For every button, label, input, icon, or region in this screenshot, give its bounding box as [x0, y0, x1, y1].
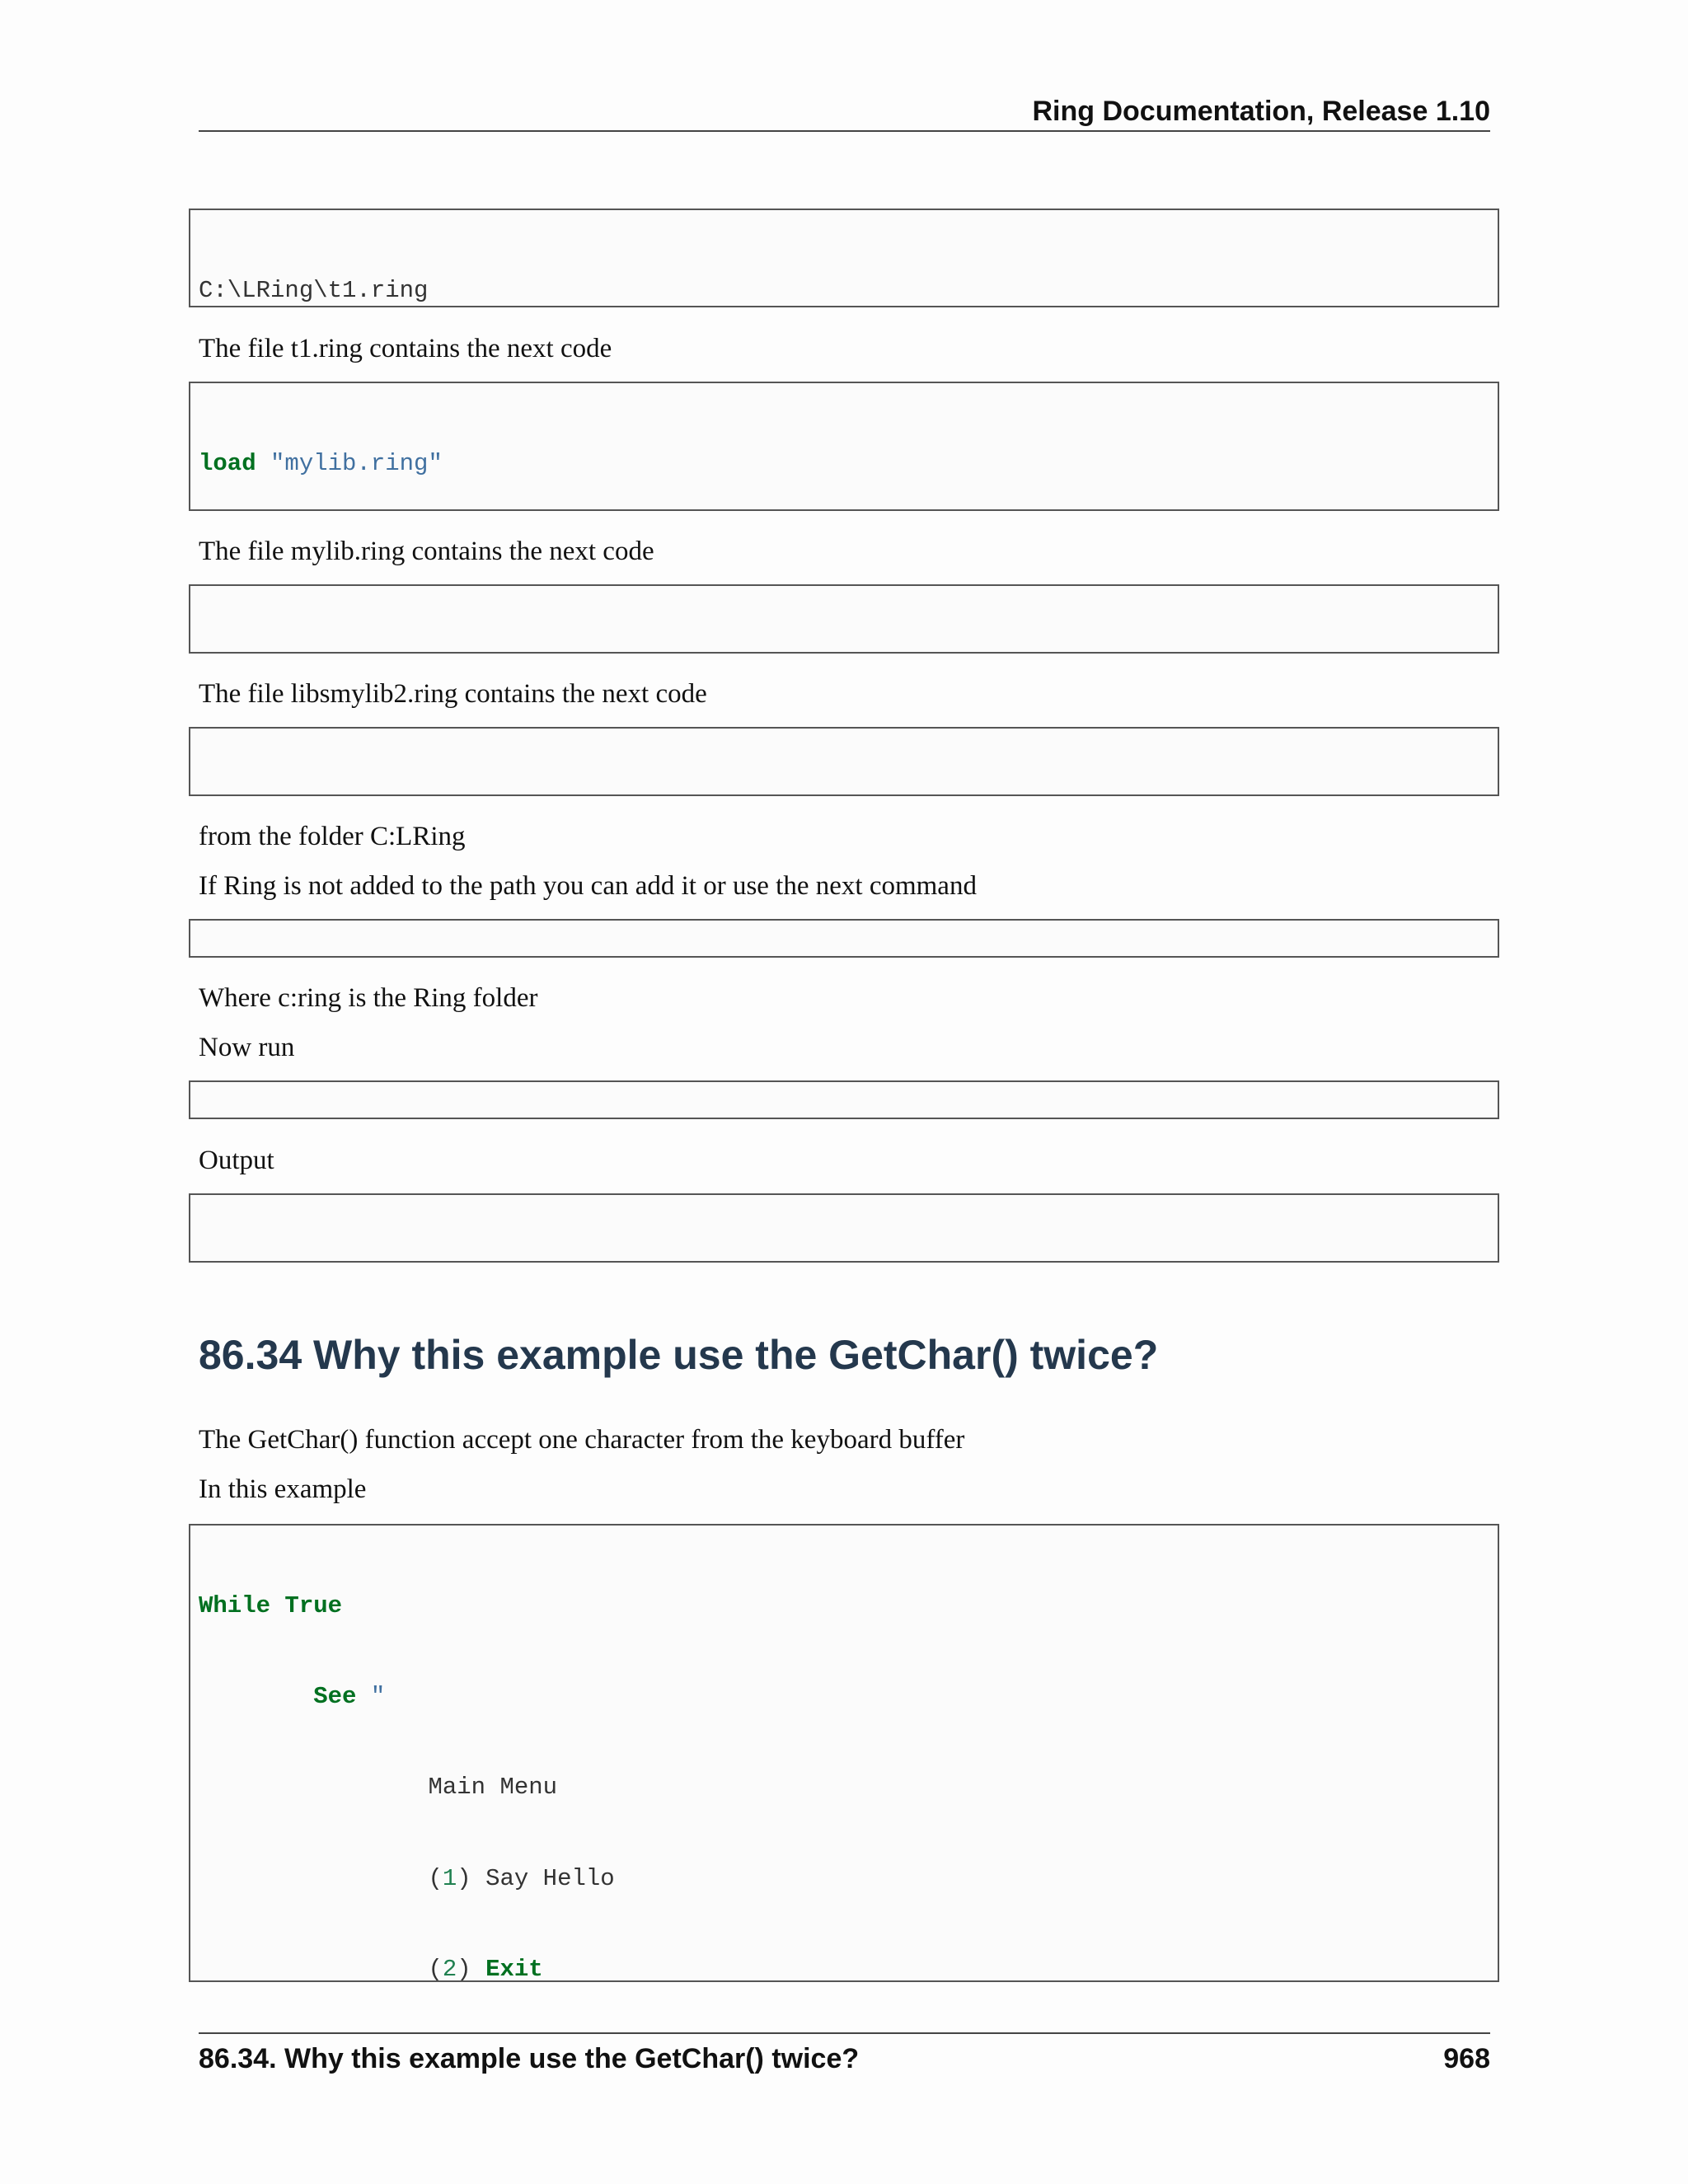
code-block-output — [189, 1193, 1499, 1263]
code-line: (2) Exit — [428, 1956, 543, 1982]
paragraph: Where c:ring is the Ring folder — [199, 983, 538, 1013]
code-line — [199, 1261, 1498, 1263]
code-block-t1 — [189, 382, 1499, 511]
paragraph: If Ring is not added to the path you can add it or use the next command — [199, 871, 977, 901]
code-keyword: load — [199, 449, 256, 477]
code-line — [199, 652, 1498, 654]
code-string: "mylib.ring" — [270, 449, 443, 477]
code-line: While True — [199, 1591, 343, 1619]
footer-section: 86.34. Why this example use the GetChar() twice? — [199, 2043, 860, 2074]
code-line: C:\LRing\t1.ring — [199, 276, 429, 304]
code-block-mylib — [189, 584, 1499, 654]
code-block-setpath — [189, 919, 1499, 958]
code-line: Main Menu — [428, 1774, 558, 1802]
code-keyword — [199, 795, 256, 796]
code-line: (1) Say Hello — [428, 1864, 615, 1892]
paragraph: In this example — [199, 1474, 367, 1504]
paragraph: from the folder C:LRing — [199, 822, 466, 851]
code-keyword — [199, 653, 256, 654]
code-line — [199, 449, 1498, 480]
paragraph: Output — [199, 1146, 274, 1175]
code-line — [199, 794, 1498, 796]
paragraph: Now run — [199, 1033, 295, 1062]
paragraph: The file t1.ring contains the next code — [199, 334, 612, 363]
section-heading: 86.34 Why this example use the GetChar() twice? — [199, 1332, 1159, 1378]
page-header — [199, 92, 1490, 132]
paragraph: The GetChar() function accept one character from the keyboard buffer — [199, 1425, 965, 1455]
paragraph: The file mylib.ring contains the next code — [199, 537, 654, 566]
code-block-getchar — [189, 1524, 1499, 1982]
code-block-paths — [189, 209, 1499, 307]
code-block-mylib2 — [189, 727, 1499, 796]
paragraph: The file libsmylib2.ring contains the next code — [199, 679, 707, 709]
code-block-run — [189, 1080, 1499, 1119]
page-number: 968 — [1443, 2043, 1490, 2074]
code-line: See " — [313, 1682, 386, 1710]
page-footer — [199, 2032, 1490, 2074]
doc-title: Ring Documentation, Release 1.10 — [1032, 96, 1490, 127]
